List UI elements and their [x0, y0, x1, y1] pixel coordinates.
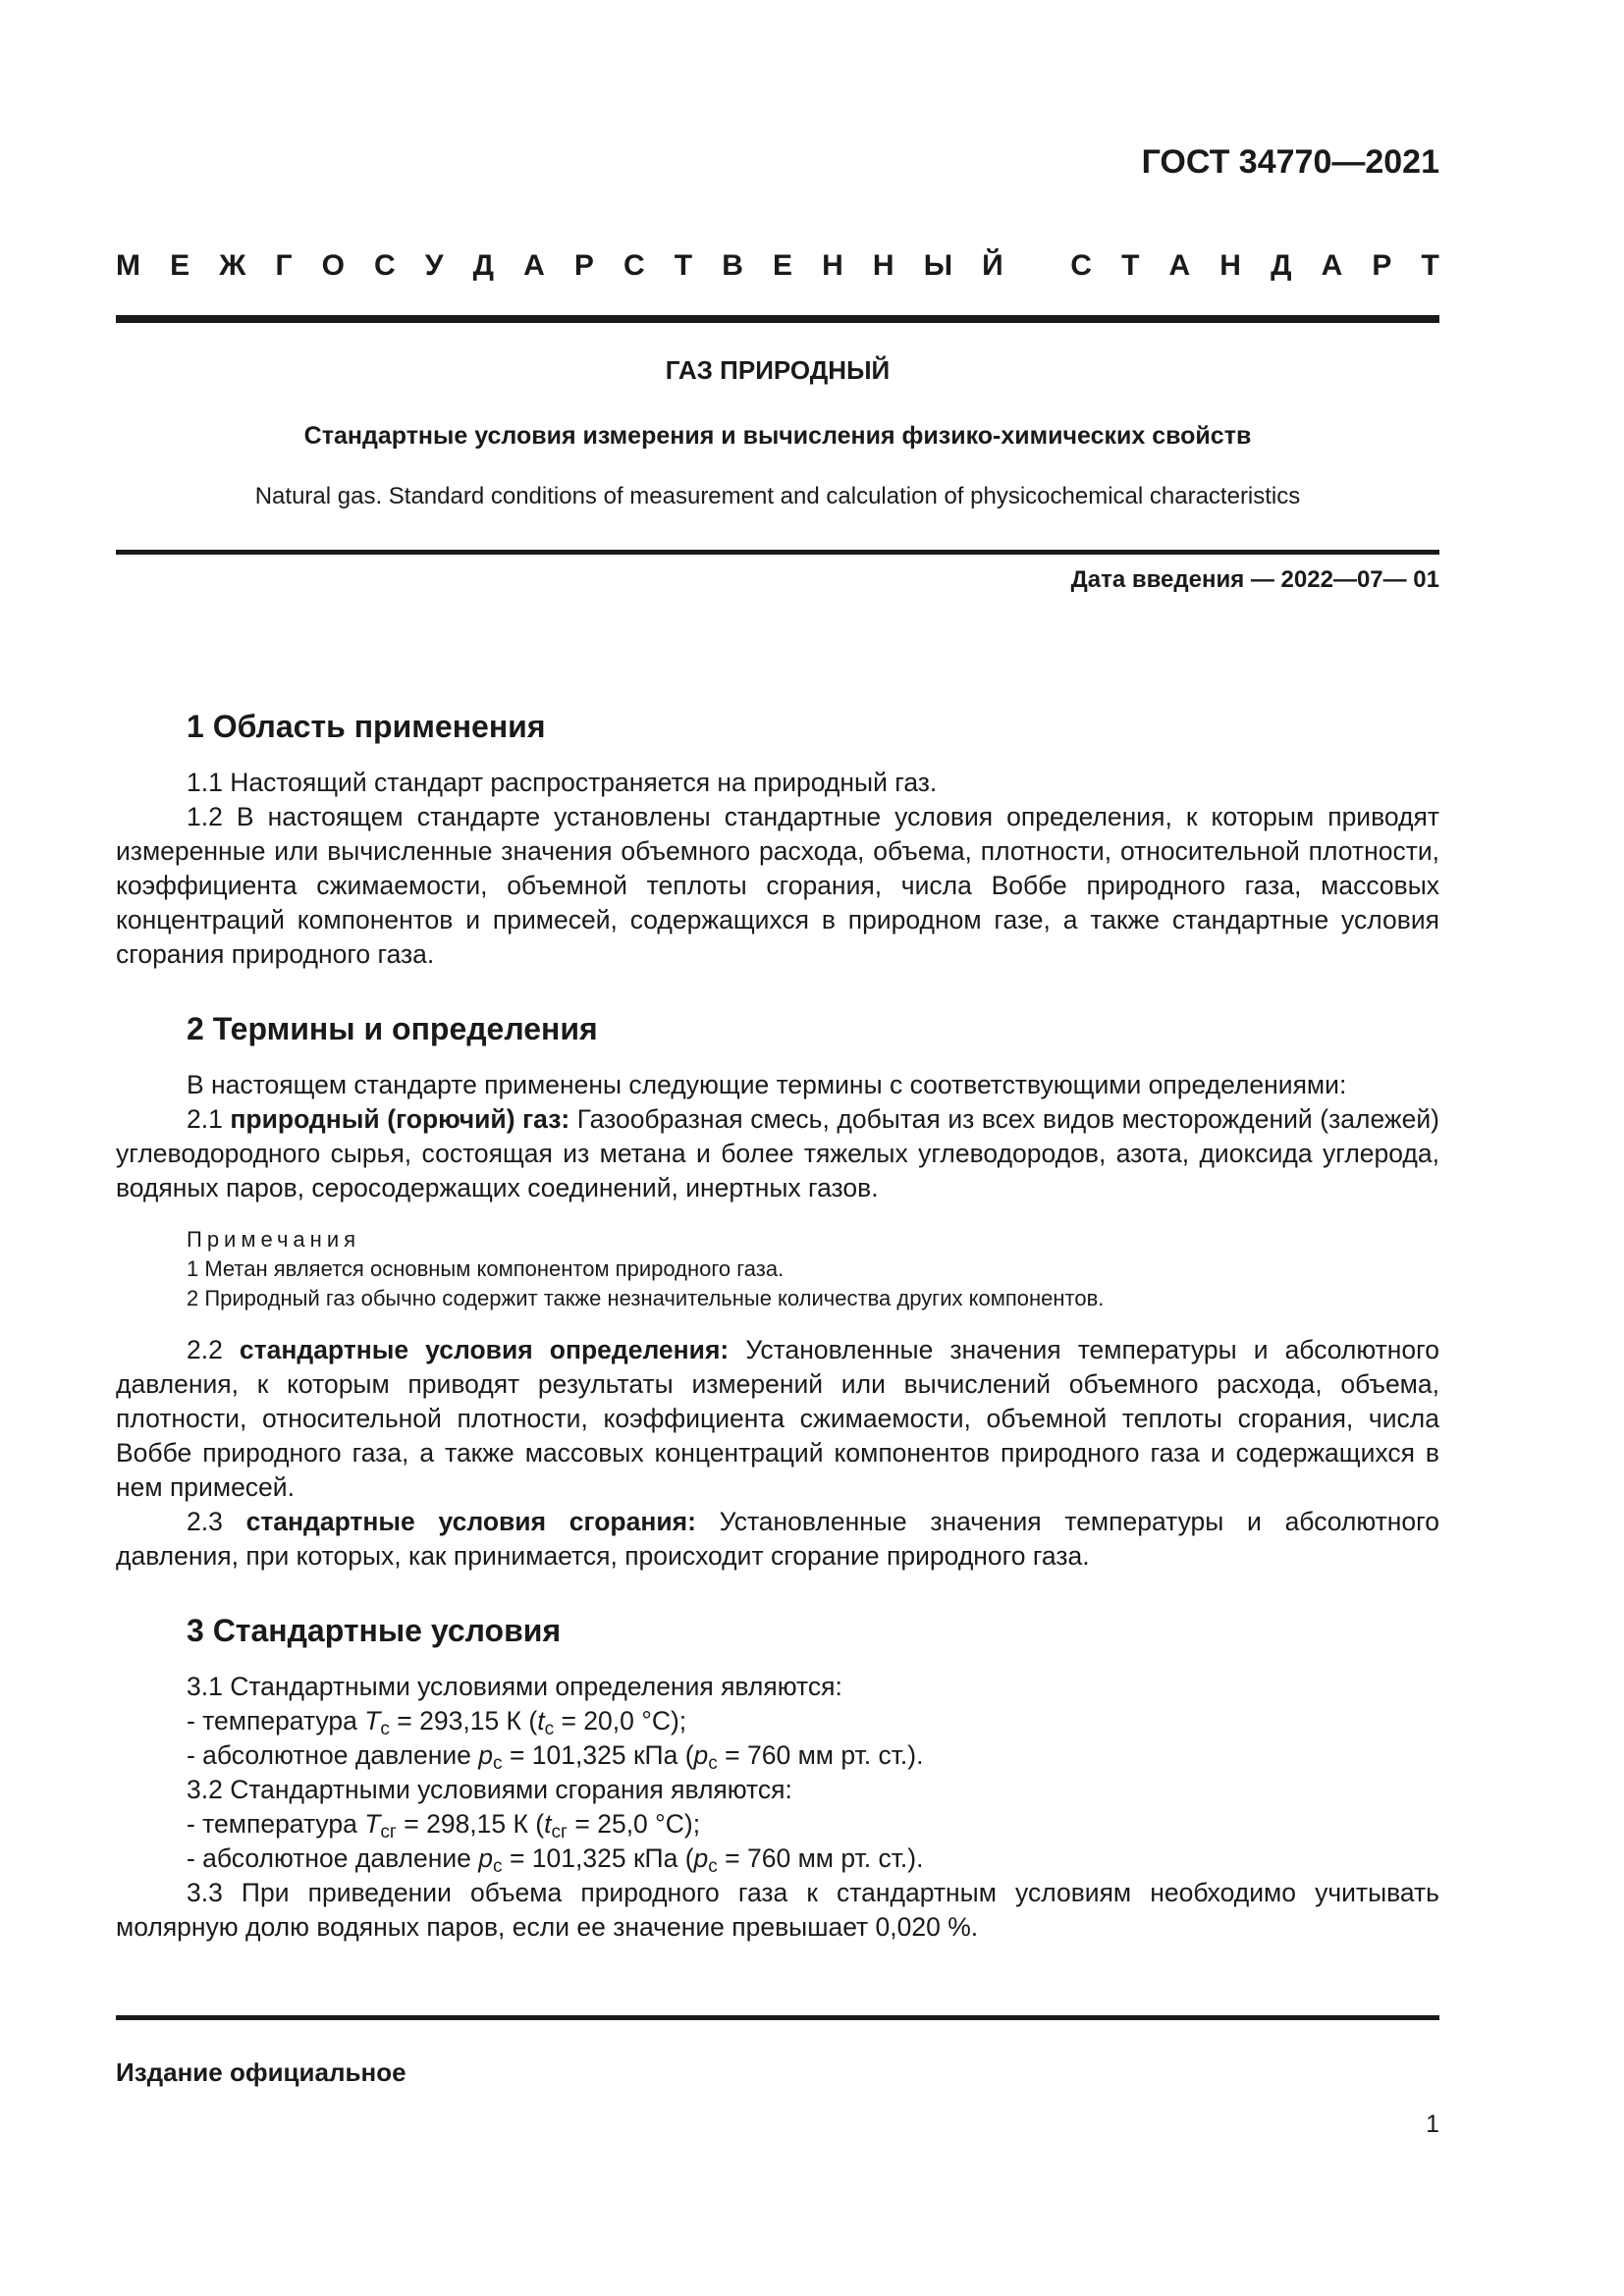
term-name: стандартные условия определения: — [239, 1335, 730, 1364]
condition-pressure: - абсолютное давление $p_с = 101,325$ кПа ($p_с = 760$ мм рт. ст.). — [187, 1740, 924, 1774]
paragraph-3-1: 3.1 Стандартными условиями определения являются: — [187, 1672, 842, 1701]
banner-letter: С — [1070, 249, 1092, 282]
banner-letter: Т — [674, 249, 693, 282]
footer-rule — [116, 2015, 1439, 2020]
section-heading: 3 Стандартные условия — [187, 1613, 562, 1648]
section-heading: 1 Область применения — [187, 709, 546, 744]
banner-letter: Т — [1421, 249, 1439, 282]
banner-letter: Ы — [923, 249, 953, 282]
note-item: 2 Природный газ обычно содержит также незначительные количества других компонентов. — [187, 1286, 1105, 1310]
term-name: стандартные условия сгорания: — [245, 1507, 696, 1536]
banner-letter: А — [523, 249, 545, 282]
document-title: ГАЗ ПРИРОДНЫЙ — [665, 355, 891, 385]
notes-heading: Примечания — [187, 1227, 361, 1252]
banner-letter: Д — [472, 249, 494, 282]
banner-letter: А — [1168, 249, 1191, 282]
term-number: 2.3 — [187, 1507, 223, 1536]
term-2-1 — [116, 1102, 1439, 1205]
banner-letter: С — [623, 249, 645, 282]
banner-letter — [1033, 249, 1041, 283]
header-rule — [116, 315, 1439, 323]
banner-letter: Е — [170, 249, 190, 282]
document-code: ГОСТ 34770—2021 — [1141, 143, 1439, 181]
banner-letter: Й — [982, 249, 1003, 282]
term-definition: Газообразная смесь, добытая из всех видов месторождений (залежей) углеводородного сырья, состоящая из метана и более тяжелых углеводородов, азота, диоксида углерода, водяных паров, серосодержащих соединений, инертных газов. — [116, 1104, 1439, 1202]
section-scope — [116, 707, 1439, 972]
note-item: 1 Метан является основным компонентом природного газа. — [187, 1256, 785, 1281]
title-rule — [116, 550, 1439, 555]
banner-letter: Н — [872, 249, 894, 282]
term-number: 2.2 — [187, 1335, 223, 1364]
paragraph-1-1: 1.1 Настоящий стандарт распространяется на природный газ. — [187, 768, 938, 797]
terms-intro: В настоящем стандарте применены следующие термины с соответствующими определениями: — [187, 1070, 1347, 1099]
banner-letter: А — [1321, 249, 1343, 282]
banner-letter: У — [424, 249, 444, 282]
section-standard-conditions — [116, 1611, 1439, 1945]
combustion-pressure: - абсолютное давление $p_с = 101,325$ кПа ($p_с = 760$ мм рт. ст.). — [187, 1843, 924, 1877]
banner-letter: Е — [773, 249, 793, 282]
paragraph-3-2: 3.2 Стандартными условиями сгорания являются: — [187, 1775, 792, 1804]
banner-letter: В — [722, 249, 743, 282]
term-2-3 — [116, 1505, 1439, 1574]
interstate-standard-banner — [116, 249, 1439, 283]
banner-letter: Р — [1372, 249, 1392, 282]
banner-letter: Н — [1219, 249, 1241, 282]
condition-temperature: - температура $T_с = 293,15$ К ($t_с = 20,0$ °С); — [187, 1706, 687, 1739]
introduction-date: Дата введения — 2022—07— 01 — [1070, 566, 1439, 593]
document-body — [116, 707, 1439, 1982]
banner-letter: Т — [1121, 249, 1140, 282]
banner-letter: Н — [822, 249, 843, 282]
section-terms — [116, 1009, 1439, 1574]
subtitle-english: Natural gas. Standard conditions of measurement and calculation of physicochemical characteristics — [254, 483, 1301, 509]
term-number: 2.1 — [187, 1104, 223, 1134]
term-2-2 — [116, 1333, 1439, 1505]
banner-letter: Ж — [219, 249, 246, 282]
combustion-temperature: - температура $T_{сг} = 298,15$ К ($t_{сг} = 25,0$ °С); — [187, 1809, 701, 1842]
banner-letter: С — [374, 249, 396, 282]
page-number: 1 — [1426, 2110, 1439, 2138]
banner-letter: Р — [573, 249, 594, 282]
term-name: природный (горючий) газ: — [230, 1104, 570, 1134]
official-edition-label: Издание официальное — [116, 2057, 406, 2087]
notes-block — [187, 1225, 1439, 1313]
term-definition: Установленные значения температуры и абсолютного давления, при которых, как принимается, происходит сгорание природного газа. — [116, 1507, 1439, 1571]
paragraph-3-3: 3.3 При приведении объема природного газа к стандартным условиям необходимо учитывать молярную долю водяных паров, если ее значение превышает 0,020 %. — [116, 1878, 1439, 1942]
banner-letter: Г — [275, 249, 293, 282]
term-definition: Установленные значения температуры и абсолютного давления, к которым приводят результаты измерений или вычислений объемного расхода, объема, плотности, относительной плотности, коэффициента сжимаемости, объемной теплоты сгорания, числа Воббе природного газа, а также массовых концентраций компонентов природного газа и содержащихся в нем примесей. — [116, 1335, 1439, 1502]
subtitle-russian: Стандартные условия измерения и вычисления физико-химических свойств — [303, 422, 1252, 450]
paragraph-1-2: 1.2 В настоящем стандарте установлены стандартные условия определения, к которым приводят измеренные или вычисленные значения объемного расхода, объема, плотности, относительной плотности, коэффициента сжимаемости, объемной теплоты сгорания, числа Воббе природного газа, массовых концентраций компонентов и примесей, содержащихся в природном газе, а также стандартные условия сгорания природного газа. — [116, 802, 1439, 969]
banner-letter: Д — [1271, 249, 1292, 282]
banner-letter: М — [116, 249, 140, 282]
banner-letter: О — [321, 249, 345, 282]
section-heading: 2 Термины и определения — [187, 1011, 598, 1046]
